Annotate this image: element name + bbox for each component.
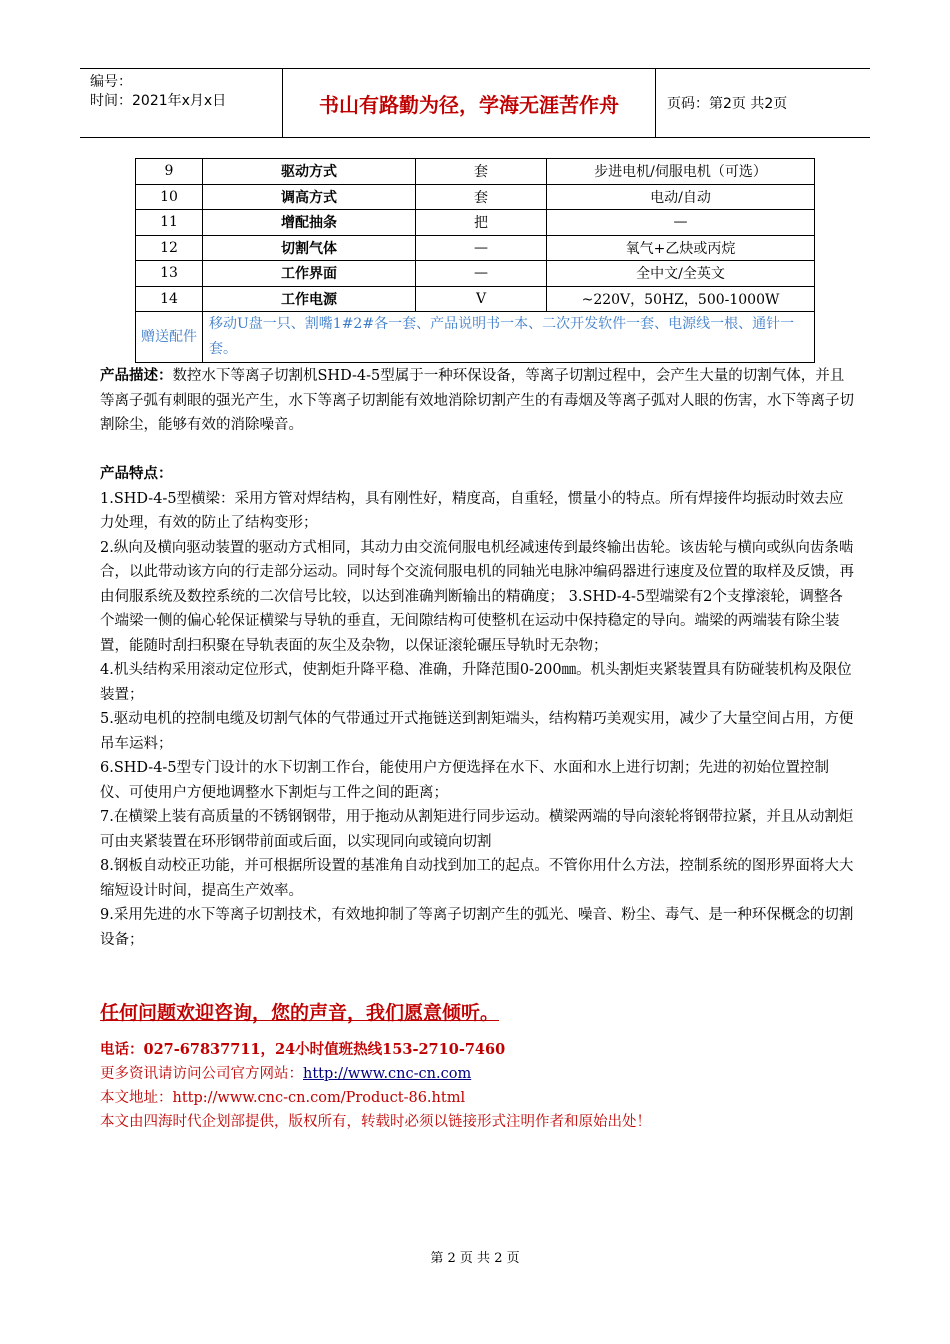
spec-unit-cell: 套	[416, 159, 547, 185]
gift-label-cell: 赠送配件	[136, 312, 203, 363]
spec-row	[136, 184, 815, 210]
product-description	[100, 364, 855, 438]
spec-row	[136, 286, 815, 312]
spec-value-cell: ~220V，50HZ，500-1000W	[547, 286, 815, 312]
spec-unit-cell: —	[416, 261, 547, 287]
paragraph-spacer	[100, 438, 855, 463]
spec-name-cell: 切割气体	[203, 235, 416, 261]
spec-unit-cell: 把	[416, 210, 547, 236]
gift-row	[136, 312, 815, 363]
article-line	[100, 1086, 855, 1110]
spec-table-body	[136, 159, 815, 363]
feature-item: 8.钢板自动校正功能，并可根据所设置的基准角自动找到加工的起点。不管你用什么方法，控制系统的图形界面将大大缩短设计时间，提高生产效率。	[100, 858, 854, 899]
spec-row	[136, 235, 815, 261]
spec-value-cell: 氧气+乙炔或丙烷	[547, 235, 815, 261]
spec-no-cell: 11	[136, 210, 203, 236]
feature-item: 9.采用先进的水下等离子切割技术，有效地抑制了等离子切割产生的弧光、噪音、粉尘、毒气、是一种环保概念的切割设备；	[100, 907, 854, 948]
description-text: 数控水下等离子切割机SHD-4-5型属于一种环保设备，等离子切割过程中，会产生大量的切割气体，并且等离子弧有刺眼的强光产生，水下等离子切割能有效地消除切割产生的有毒烟及等离子弧对人眼的伤害，水下等离子切割除尘，能够有效的消除噪音。	[100, 368, 854, 433]
spec-name-cell: 增配抽条	[203, 210, 416, 236]
features-label: 产品特点：	[100, 466, 173, 482]
feature-item: 6.SHD-4-5型专门设计的水下切割工作台，能使用户方便选择在水下、水面和水上进行切割；先进的初始位置控制仪、可使用户方便地调整水下割炬与工件之间的距离；	[100, 760, 830, 801]
spec-value-cell: —	[547, 210, 815, 236]
spec-value-cell: 步进电机/伺服电机（可选）	[547, 159, 815, 185]
website-line	[100, 1062, 855, 1086]
document-number-label: 编号：	[90, 74, 132, 90]
feature-item: 1.SHD-4-5型横梁：采用方管对焊结构，具有刚性好，精度高，自重轻，惯量小的特点。所有焊接件均振动时效去应力处理，有效的防止了结构变形；	[100, 490, 844, 531]
website-link[interactable]: http://www.cnc-cn.com	[303, 1066, 472, 1082]
page-footer: 第 2 页 共 2 页	[430, 1251, 520, 1266]
header-motto: 书山有路勤为径，学海无涯苦作舟	[283, 69, 656, 137]
document-body	[100, 364, 855, 952]
header-page-info: 页码：第2页 共2页	[667, 96, 788, 112]
spec-value-cell: 电动/自动	[547, 184, 815, 210]
spec-row	[136, 210, 815, 236]
contact-block	[100, 1038, 855, 1134]
spec-unit-cell: 套	[416, 184, 547, 210]
spec-table	[135, 158, 815, 363]
spec-unit-cell: —	[416, 235, 547, 261]
slogan: 任何问题欢迎咨询，您的声音，我们愿意倾听。	[100, 1002, 500, 1024]
spec-no-cell: 14	[136, 286, 203, 312]
gift-value-cell: 移动U盘一只、割嘴1#2#各一套、产品说明书一本、二次开发软件一套、电源线一根、通针一套。	[203, 312, 815, 363]
spec-row	[136, 261, 815, 287]
spec-row	[136, 159, 815, 185]
article-url: http://www.cnc-cn.com/Product-86.html	[172, 1090, 466, 1106]
spec-no-cell: 12	[136, 235, 203, 261]
article-label: 本文地址：	[100, 1090, 173, 1106]
page-header	[80, 68, 870, 138]
spec-no-cell: 9	[136, 159, 203, 185]
spec-value-cell: 全中文/全英文	[547, 261, 815, 287]
feature-item: 5.驱动电机的控制电缆及切割气体的气带通过开式拖链送到割矩端头，结构精巧美观实用，减少了大量空间占用，方便吊车运料；	[100, 711, 854, 752]
header-meta	[80, 69, 283, 137]
spec-name-cell: 工作电源	[203, 286, 416, 312]
feature-item: 4.机头结构采用滚动定位形式，使割炬升降平稳、准确，升降范围0-200㎜。机头割炬夹紧装置具有防碰装机构及限位装置；	[100, 662, 852, 703]
document-time-label: 时间：2021年x月x日	[90, 93, 227, 109]
copyright-notice: 本文由四海时代企划部提供，版权所有，转载时必须以链接形式注明作者和原始出处！	[100, 1114, 651, 1130]
spec-name-cell: 工作界面	[203, 261, 416, 287]
description-label: 产品描述：	[100, 368, 173, 384]
spec-no-cell: 10	[136, 184, 203, 210]
spec-no-cell: 13	[136, 261, 203, 287]
website-label: 更多资讯请访问公司官方网站：	[100, 1066, 303, 1082]
feature-item: 2.纵向及横向驱动装置的驱动方式相同，其动力由交流伺服电机经减速传到最终输出齿轮。该齿轮与横向或纵向齿条啮合，以此带动该方向的行走部分运动。同时每个交流伺服电机的同轴光电脉冲编码器进行速度及位置的取样及反馈，再由伺服系统及数控系统的二次信号比较，以达到准确判断输出的精确度； 3.SHD-4-5型端梁有2个支撑滚轮，调整各个端梁一侧的偏心轮保证横梁与导轨的垂直，无间隙结构可使整机在运动中保持稳定的导向。端梁的两端装有除尘装置，能随时刮扫积聚在导轨表面的灰尘及杂物，以保证滚轮碾压导轨时无杂物；	[100, 539, 854, 654]
contact-phone: 电话：027-67837711，24小时值班热线153-2710-7460	[100, 1041, 506, 1058]
feature-item: 7.在横梁上装有高质量的不锈钢钢带，用于拖动从割矩进行同步运动。横梁两端的导向滚轮将钢带拉紧，并且从动割炬可由夹紧装置在环形钢带前面或后面，以实现同向或镜向切割	[100, 809, 854, 850]
features-list	[100, 487, 855, 953]
spec-name-cell: 调高方式	[203, 184, 416, 210]
spec-unit-cell: V	[416, 286, 547, 312]
spec-name-cell: 驱动方式	[203, 159, 416, 185]
